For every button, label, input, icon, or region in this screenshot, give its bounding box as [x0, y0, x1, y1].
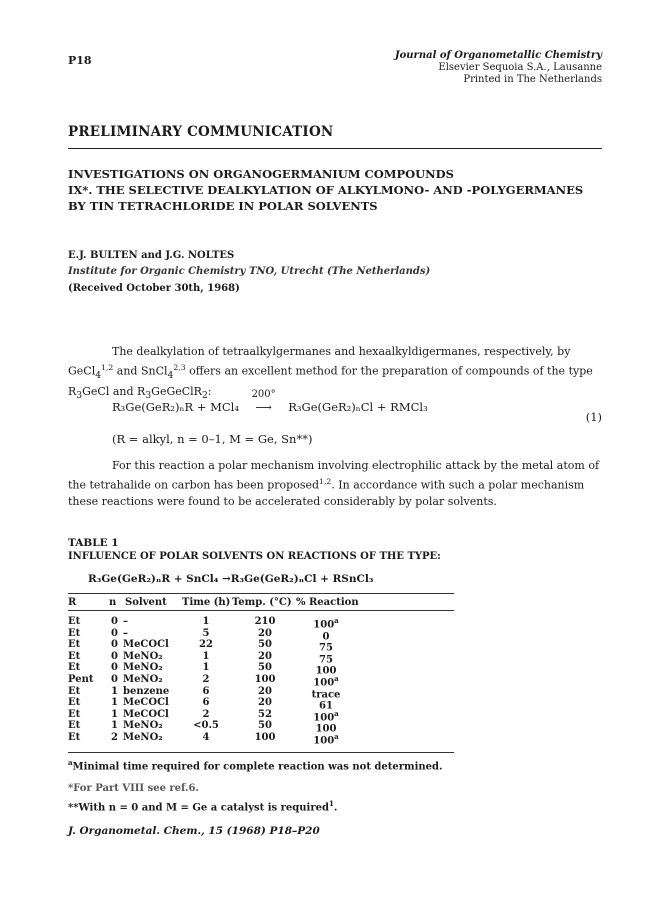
- cell-time: 5: [202, 627, 210, 639]
- table-row: [0, 650, 672, 666]
- cell-n: 0: [111, 662, 118, 674]
- cell-solvent: MeCOCl: [123, 639, 169, 651]
- table-row: [0, 616, 672, 631]
- citation: J. Organometal. Chem., 15 (1968) P18–P20: [68, 825, 320, 837]
- journal-name: Journal of Organometallic Chemistry: [394, 50, 602, 61]
- cell-n: 2: [111, 732, 118, 743]
- cell-r: Pent: [68, 674, 94, 685]
- table-row: [0, 697, 672, 712]
- footnote-double-star: **With n = 0 and M = Ge a catalyst is required$^1$.: [68, 799, 338, 814]
- table-top-rule: [68, 593, 454, 594]
- cell-solvent: MeNO₂: [123, 650, 163, 662]
- cell-solvent: MeNO₂: [123, 732, 163, 743]
- cell-temp: 50: [258, 639, 272, 651]
- journal-header: [395, 50, 602, 86]
- footnote-double-star-end: .: [333, 802, 338, 814]
- cell-temp: 52: [258, 708, 272, 720]
- cell-percent-value: 100: [313, 677, 335, 689]
- cell-time: <0.5: [193, 720, 219, 732]
- cell-time: 2: [202, 674, 210, 685]
- article-title: [68, 166, 608, 214]
- cell-time: 22: [199, 639, 213, 651]
- cell-n: 1: [111, 697, 118, 709]
- cell-n: 0: [111, 650, 118, 662]
- cell-temp: 20: [258, 627, 272, 639]
- p2-text-b: . In accordance with such a polar mechanism these reactions were found to be accelerated considerably by polar solvents.: [68, 478, 585, 508]
- p1-text-a: The dealkylation of tetraalkylgermanes and hexaalkyldigermanes, respectively, by GeCl: [68, 345, 571, 378]
- table-row: [0, 674, 672, 689]
- cell-r: Et: [68, 639, 81, 651]
- printed-note: Printed in The Netherlands: [463, 74, 602, 85]
- header-time: Time (h): [182, 597, 231, 608]
- equation-number: (1): [585, 410, 602, 424]
- equation-constraint: (R = alkyl, n = 0–1, M = Ge, Sn**): [112, 432, 313, 446]
- cell-temp: 100: [254, 674, 276, 685]
- cell-percent-footnote: a: [334, 616, 339, 625]
- paragraph-2: For this reaction a polar mechanism involving electrophilic attack by the metal atom of the tetrahalide on carbon has been proposed$^{1,2}$. In accordance with such a polar mechanism these reactions were found to be accelerated considerably by polar solvents.: [68, 459, 600, 508]
- cell-n: 0: [111, 627, 118, 639]
- publisher: Elsevier Sequoia S.A., Lausanne: [438, 62, 602, 73]
- cell-temp: 20: [258, 685, 272, 697]
- equation-condition: 200°: [251, 389, 276, 400]
- cell-solvent: MeNO₂: [123, 720, 163, 732]
- cell-time: 6: [202, 685, 210, 697]
- cell-r: Et: [68, 662, 81, 674]
- cell-r: Et: [68, 697, 81, 709]
- cell-n: 0: [111, 639, 118, 651]
- footnote-double-star-ref: 1: [328, 799, 334, 808]
- table-bottom-rule: [68, 752, 454, 753]
- institute: Institute for Organic Chemistry TNO, Utrecht (The Netherlands): [68, 266, 431, 277]
- p1-text-c: offers an excellent method for the preparation of compounds of the type R: [68, 364, 593, 398]
- cell-time: 6: [202, 697, 210, 709]
- cell-time: 1: [202, 616, 210, 627]
- cell-percent-value: trace: [311, 688, 341, 700]
- cell-r: Et: [68, 650, 81, 662]
- footnote-star-text: For Part VIII see ref.6.: [73, 783, 199, 794]
- cell-r: Et: [68, 732, 81, 743]
- cell-percent-value: 100: [315, 665, 337, 677]
- cell-temp: 50: [258, 662, 272, 674]
- cell-n: 1: [111, 720, 118, 732]
- cell-percent-footnote: a: [334, 674, 339, 683]
- p1-text-d: GeCl and R: [82, 384, 146, 398]
- cell-time: 1: [202, 650, 210, 662]
- cell-percent-value: 75: [319, 654, 333, 666]
- footnote-double-star-text: With n = 0 and M = Ge a catalyst is required: [78, 802, 329, 814]
- section-title: PRELIMINARY COMMUNICATION: [68, 124, 334, 140]
- table-row: [0, 720, 672, 735]
- cell-solvent: MeNO₂: [123, 674, 163, 685]
- header-solvent: Solvent: [125, 597, 167, 608]
- cell-solvent: MeCOCl: [123, 708, 169, 720]
- cell-temp: 100: [254, 732, 276, 743]
- cell-percent-value: 0: [322, 630, 330, 642]
- cell-r: Et: [68, 627, 81, 639]
- title-line-3: BY TIN TETRACHLORIDE IN POLAR SOLVENTS: [68, 199, 378, 213]
- header-r: R: [68, 597, 77, 608]
- cell-temp: 20: [258, 697, 272, 709]
- cell-solvent: benzene: [123, 685, 170, 697]
- cell-percent: [306, 732, 346, 746]
- title-line-1: INVESTIGATIONS ON ORGANOGERMANIUM COMPOUNDS: [68, 167, 454, 181]
- equation-rhs: R₃Ge(GeR₂)ₙCl + RMCl₃: [288, 400, 428, 414]
- table-row: [0, 686, 672, 698]
- cell-percent-value: 100: [313, 735, 335, 747]
- table-reaction: R₃Ge(GeR₂)ₙR + SnCl₄ →R₃Ge(GeR₂)ₙCl + RSnCl₃: [88, 573, 374, 585]
- p2-text-a: For this reaction a polar mechanism involving electrophilic attack by the metal atom of the tetrahalide on carbon has been proposed: [68, 459, 600, 492]
- cell-temp: 20: [258, 650, 272, 662]
- cell-percent-value: 61: [319, 700, 333, 712]
- table-footnote-a-text: Minimal time required for complete reaction was not determined.: [72, 761, 443, 773]
- cell-r: Et: [68, 685, 81, 697]
- page-code: P18: [68, 54, 92, 67]
- authors: E.J. BULTEN and J.G. NOLTES: [68, 250, 235, 261]
- equation-lhs: R₃Ge(GeR₂)ₙR + MCl₄: [112, 400, 239, 414]
- cell-n: 1: [111, 685, 118, 697]
- cell-percent-value: 100: [313, 619, 335, 631]
- cell-solvent: MeCOCl: [123, 697, 169, 709]
- cell-percent-footnote: a: [334, 732, 339, 741]
- cell-r: Et: [68, 708, 81, 720]
- table-header-rule: [68, 610, 454, 611]
- p1-text-b: and SnCl: [113, 364, 168, 378]
- header-reaction: % Reaction: [296, 597, 359, 608]
- cell-time: 2: [202, 708, 210, 720]
- cell-n: 0: [111, 616, 118, 627]
- cell-solvent: –: [123, 616, 128, 627]
- cell-time: 1: [202, 662, 210, 674]
- paragraph-1: The dealkylation of tetraalkylgermanes and hexaalkyldigermanes, respectively, by GeCl$_4^{1,2}$ and SnCl$_4^{2,3}$ offers an excellent method for the preparation of compounds of the type $R_3GeCl$ and $R_3GeGeClR_2$:: [68, 345, 593, 402]
- cell-percent-value: 100: [315, 723, 337, 735]
- footnote-star: *For Part VIII see ref.6.: [68, 783, 199, 794]
- table-caption: INFLUENCE OF POLAR SOLVENTS ON REACTIONS OF THE TYPE:: [68, 551, 441, 562]
- header-temp: Temp. (°C): [232, 597, 292, 608]
- cell-r: Et: [68, 616, 81, 627]
- cell-temp: 50: [258, 720, 272, 732]
- table-row: [0, 708, 672, 724]
- table-row: [0, 732, 672, 747]
- cell-r: Et: [68, 720, 81, 732]
- section-rule: [68, 148, 602, 149]
- reaction-arrow: 200° ⟶: [243, 400, 285, 414]
- title-line-2: IX*. THE SELECTIVE DEALKYLATION OF ALKYLMONO- AND -POLYGERMANES: [68, 183, 584, 197]
- header-n: n: [109, 597, 117, 608]
- table-row: [0, 662, 672, 677]
- cell-time: 4: [202, 732, 210, 743]
- cell-percent-value: 75: [319, 642, 333, 654]
- p1-text-f: :: [207, 384, 212, 398]
- p1-text-e: GeGeClR: [151, 384, 202, 398]
- table-row: [0, 639, 672, 654]
- received-date: (Received October 30th, 1968): [68, 283, 240, 294]
- cell-percent-value: 100: [313, 712, 335, 724]
- table-row: [0, 628, 672, 640]
- cell-percent-footnote: a: [334, 708, 339, 718]
- table-footnote-a: $^a$Minimal time required for complete reaction was not determined.: [68, 758, 443, 773]
- cell-n: 1: [111, 708, 118, 720]
- cell-solvent: –: [123, 627, 128, 639]
- table-label: TABLE 1: [68, 537, 119, 549]
- cell-solvent: MeNO₂: [123, 662, 163, 674]
- cell-n: 0: [111, 674, 118, 685]
- cell-temp: 210: [254, 616, 276, 627]
